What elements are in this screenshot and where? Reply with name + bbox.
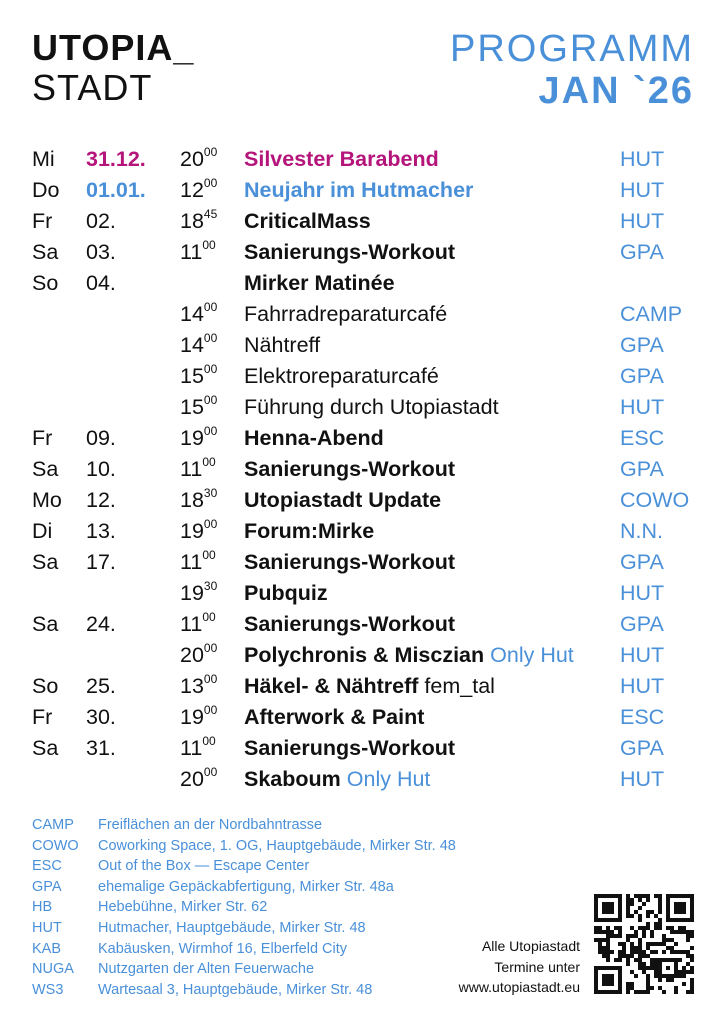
event-time-minute: 00 (203, 423, 218, 438)
event-location: GPA (620, 364, 664, 388)
event-title-cell (244, 733, 455, 764)
event-weekday: Fr (32, 705, 53, 729)
legend-code: ESC (32, 858, 62, 875)
event-time (180, 640, 217, 671)
event-title-cell (244, 485, 441, 516)
event-time-minute: 00 (203, 671, 218, 686)
event-time-minute: 00 (203, 175, 218, 190)
event-location: CAMP (620, 302, 683, 326)
footer-line-2: Termine unter (494, 958, 580, 975)
event-location: GPA (620, 550, 664, 574)
event-location: HUT (620, 643, 665, 667)
event-title: Fahrradreparaturcafé (244, 302, 448, 326)
event-date: 09. (86, 426, 116, 450)
event-row (32, 268, 712, 299)
event-row (32, 454, 712, 485)
event-time (180, 516, 217, 547)
event-date: 31.12. (86, 147, 146, 171)
event-row (32, 144, 712, 175)
event-time (180, 423, 217, 454)
event-time-hour: 15 (180, 395, 204, 419)
event-title: Silvester Barabend (244, 147, 439, 171)
event-weekday: Sa (32, 550, 59, 574)
event-time-hour: 11 (180, 240, 203, 264)
event-location: GPA (620, 736, 664, 760)
event-title: Sanierungs-Workout (244, 240, 456, 264)
legend-description: Coworking Space, 1. OG, Hauptgebäude, Mirker Str. 48 (98, 837, 456, 854)
event-time (180, 237, 216, 268)
event-row (32, 175, 712, 206)
legend-code: WS3 (32, 981, 64, 998)
event-title-cell (244, 237, 455, 268)
event-row (32, 206, 712, 237)
event-weekday: Mi (32, 147, 55, 171)
event-row (32, 485, 712, 516)
event-time-hour: 19 (180, 426, 204, 450)
event-title: Führung durch Utopiastadt (244, 395, 499, 419)
event-date: 24. (86, 612, 116, 636)
event-title-cell (244, 516, 374, 547)
event-note: Only Hut (490, 643, 574, 667)
program-title: PROGRAMM (450, 28, 694, 70)
event-location: HUT (620, 767, 665, 791)
event-row (32, 764, 712, 795)
event-time (180, 175, 217, 206)
event-date: 17. (86, 550, 116, 574)
legend-code: HUT (32, 919, 62, 936)
legend-description: Kabäusken, Wirmhof 16, Elberfeld City (98, 940, 348, 957)
event-date: 02. (86, 209, 116, 233)
event-time-hour: 20 (180, 147, 204, 171)
event-date: 12. (86, 488, 116, 512)
event-note: Only Hut (346, 767, 431, 791)
event-title: Utopiastadt Update (244, 488, 442, 512)
event-row (32, 392, 712, 423)
event-title: Sanierungs-Workout (244, 550, 456, 574)
event-title: Polychronis & Misczian (244, 643, 485, 667)
event-title-cell (244, 547, 455, 578)
event-time-minute: 00 (202, 454, 216, 469)
program-month: JAN `26 (538, 70, 694, 112)
event-list (32, 144, 712, 795)
event-weekday: Mo (32, 488, 62, 512)
event-time-minute: 00 (203, 299, 218, 314)
event-time-hour: 18 (180, 488, 204, 512)
event-title-cell (244, 764, 430, 795)
event-date: 01.01. (86, 178, 146, 202)
event-location: HUT (620, 581, 665, 605)
event-weekday: Sa (32, 736, 59, 760)
legend-description: Wartesaal 3, Hauptgebäude, Mirker Str. 48 (98, 981, 373, 998)
event-time-minute: 30 (203, 485, 218, 500)
event-time-minute: 00 (203, 702, 218, 717)
event-location: HUT (620, 178, 665, 202)
footer-note (430, 936, 580, 998)
event-time-minute: 00 (203, 330, 218, 345)
event-time-hour: 11 (180, 612, 203, 636)
event-location: HUT (620, 674, 665, 698)
event-time (180, 702, 217, 733)
event-title: Sanierungs-Workout (244, 457, 456, 481)
event-time-hour: 11 (180, 457, 203, 481)
qr-code-icon[interactable] (594, 894, 694, 994)
event-row (32, 361, 712, 392)
event-time-hour: 13 (180, 674, 204, 698)
legend-description: Out of the Box — Escape Center (98, 858, 310, 875)
event-title-cell (244, 671, 495, 702)
event-time-hour: 19 (180, 705, 204, 729)
legend-code: GPA (32, 878, 62, 895)
event-title: Sanierungs-Workout (244, 736, 456, 760)
event-time-hour: 19 (180, 519, 204, 543)
event-time (180, 330, 217, 361)
event-location: GPA (620, 240, 664, 264)
event-title-cell (244, 144, 439, 175)
event-title: CriticalMass (244, 209, 371, 233)
event-title: Forum:Mirke (244, 519, 375, 543)
event-note: fem_tal (424, 674, 495, 698)
event-date: 31. (86, 736, 116, 760)
event-time-minute: 00 (203, 640, 218, 655)
event-title-cell (244, 609, 455, 640)
legend-description: Hutmacher, Hauptgebäude, Mirker Str. 48 (98, 919, 366, 936)
event-weekday: So (32, 271, 59, 295)
event-weekday: Fr (32, 426, 53, 450)
event-title: Häkel- & Nähtreff (244, 674, 419, 698)
event-row (32, 671, 712, 702)
event-row (32, 330, 712, 361)
event-time-minute: 00 (203, 144, 218, 159)
event-title-cell (244, 454, 455, 485)
event-time-minute: 00 (202, 547, 216, 562)
event-row (32, 299, 712, 330)
event-title: Sanierungs-Workout (244, 612, 456, 636)
logo-line-1: UTOPIA_ (32, 27, 195, 68)
event-location: GPA (620, 612, 664, 636)
event-title: Pubquiz (244, 581, 328, 605)
event-location: N.N. (620, 519, 663, 543)
event-row (32, 609, 712, 640)
event-time (180, 361, 217, 392)
event-time-hour: 20 (180, 643, 204, 667)
event-time-hour: 15 (180, 364, 204, 388)
event-title-cell (244, 299, 447, 330)
event-date: 10. (86, 457, 116, 481)
event-time (180, 392, 217, 423)
event-location: HUT (620, 147, 665, 171)
event-weekday: Sa (32, 457, 59, 481)
event-weekday: Fr (32, 209, 53, 233)
event-time-minute: 00 (202, 609, 216, 624)
event-row (32, 733, 712, 764)
event-time-hour: 11 (180, 736, 203, 760)
event-weekday: Do (32, 178, 60, 202)
footer-url[interactable]: www.utopiastadt.eu (458, 979, 580, 995)
event-time-hour: 18 (180, 209, 204, 233)
legend-code: CAMP (32, 817, 74, 833)
event-time-minute: 00 (203, 516, 218, 531)
event-title-cell (244, 702, 424, 733)
event-title-cell (244, 640, 574, 671)
legend-description: Hebebühne, Mirker Str. 62 (98, 899, 268, 916)
event-title: Afterwork & Paint (244, 705, 425, 729)
event-title: Skaboum (244, 767, 341, 791)
event-time-minute: 00 (202, 733, 216, 748)
event-title: Elektroreparaturcafé (244, 364, 439, 388)
event-time (180, 609, 216, 640)
event-time (180, 206, 217, 237)
event-weekday: Sa (32, 612, 59, 636)
event-title: Neujahr im Hutmacher (244, 178, 474, 202)
event-time-hour: 19 (180, 581, 204, 605)
event-title-cell (244, 206, 371, 237)
event-title-cell (244, 578, 328, 609)
legend-description: Nutzgarten der Alten Feuerwache (98, 961, 315, 978)
event-row (32, 702, 712, 733)
event-row (32, 578, 712, 609)
legend-code: HB (32, 899, 53, 916)
event-time-minute: 45 (203, 206, 218, 221)
event-row (32, 423, 712, 454)
event-title-cell (244, 423, 384, 454)
event-date: 04. (86, 271, 116, 295)
event-title: Henna-Abend (244, 426, 384, 450)
event-title-cell (244, 361, 439, 392)
program-heading (450, 28, 694, 112)
event-location: ESC (620, 426, 665, 450)
event-date: 03. (86, 240, 116, 264)
utopiastadt-logo (32, 28, 194, 108)
event-time-hour: 12 (180, 178, 204, 202)
event-title: Mirker Matinée (244, 271, 395, 295)
event-time (180, 733, 216, 764)
legend-code: KAB (32, 940, 62, 957)
event-location: COWO (620, 488, 690, 512)
event-location: GPA (620, 333, 664, 357)
event-row (32, 237, 712, 268)
legend-code: NUGA (32, 961, 74, 978)
event-location: ESC (620, 705, 665, 729)
event-date: 25. (86, 674, 116, 698)
event-time-minute: 00 (203, 392, 218, 407)
event-title-cell (244, 268, 395, 299)
event-time-hour: 14 (180, 333, 204, 357)
event-time-hour: 20 (180, 767, 204, 791)
event-time-minute: 00 (203, 764, 218, 779)
event-time (180, 671, 217, 702)
event-time-minute: 00 (202, 237, 216, 252)
event-time-minute: 00 (203, 361, 218, 376)
event-time-minute: 30 (203, 578, 218, 593)
event-time (180, 578, 217, 609)
event-title-cell (244, 330, 320, 361)
event-date: 30. (86, 705, 116, 729)
footer-line-1: Alle Utopiastadt (481, 938, 580, 954)
event-time (180, 454, 216, 485)
event-row (32, 547, 712, 578)
legend-description: Freiflächen an der Nordbahntrasse (98, 817, 323, 833)
event-row (32, 640, 712, 671)
event-weekday: So (32, 674, 59, 698)
event-time (180, 299, 217, 330)
event-time (180, 144, 217, 175)
event-time (180, 485, 217, 516)
event-row (32, 516, 712, 547)
event-location: GPA (620, 457, 664, 481)
event-title-cell (244, 392, 499, 423)
event-time (180, 547, 216, 578)
event-location: HUT (620, 209, 665, 233)
event-weekday: Di (32, 519, 53, 543)
event-time (180, 764, 217, 795)
event-weekday: Sa (32, 240, 59, 264)
event-title-cell (244, 175, 473, 206)
event-title: Nähtreff (244, 333, 321, 357)
event-time-hour: 11 (180, 550, 203, 574)
legend-description: ehemalige Gepäckabfertigung, Mirker Str. 48a (98, 878, 394, 895)
event-location: HUT (620, 395, 665, 419)
legend-code: COWO (32, 837, 79, 854)
logo-line-2: STADT (32, 67, 153, 108)
event-date: 13. (86, 519, 116, 543)
event-time-hour: 14 (180, 302, 204, 326)
